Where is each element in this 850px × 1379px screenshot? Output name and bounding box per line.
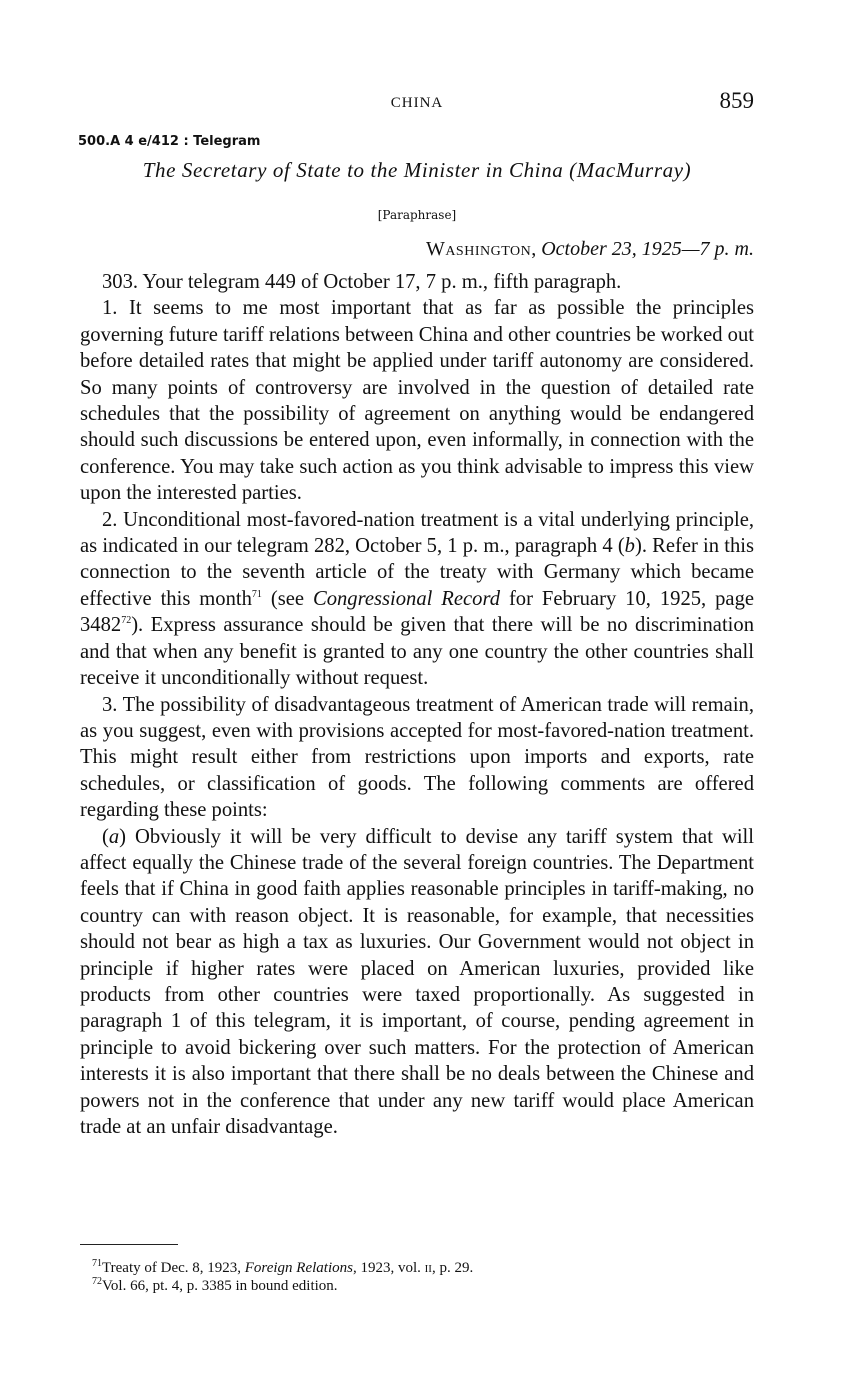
dateline: Washington, October 23, 1925—7 p. m. bbox=[425, 238, 754, 260]
paragraph-opening: 303. Your telegram 449 of October 17, 7 p. m., fifth paragraph. bbox=[102, 271, 622, 293]
footnote-divider bbox=[80, 1244, 178, 1245]
footnote-ref-71: 71 bbox=[251, 589, 262, 601]
dateline-date: October 23, 1925—7 p. m. bbox=[541, 238, 754, 260]
paraphrase-note: [Paraphrase] bbox=[377, 208, 457, 222]
footnote-ref-72: 72 bbox=[121, 615, 132, 627]
running-head bbox=[80, 88, 754, 118]
dateline-city: Washington bbox=[425, 238, 532, 260]
paragraph-2: 2. Unconditional most-favored-nation treatment is a vital underlying principle, as indicated in our telegram 282, October 5, 1 p. m., paragraph 4 (b). Refer in this connection to the seventh article of the treaty with Germany which became effective this month$^{71}$ (see Congressional Record for February 10, 1925, page 3482$^{72}$). Express assurance should be given that there will be no discrimination and that when any benefit is granted to any one country the other countries shall receive it unconditionally without request. bbox=[80, 508, 755, 690]
file-reference: 500.A 4 e/412 : Telegram bbox=[78, 134, 261, 149]
paragraph-3a: (a) Obviously it will be very difficult to devise any tariff system that will affect equally the Chinese trade of the several foreign countries. The Department feels that if China in good faith applies reasonable principles in tariff-making, no country can with reason object. It is reasonable, for example, that necessities should not bear as high a tax as luxuries. Our Government would not object in principle if higher rates were placed on American luxuries, provided like products from other countries were taxed proportionally. As suggested in paragraph 1 of this telegram, it is important, of course, pending agreement in principle to avoid bickering over such matters. For the protection of American interests it is also important that there shall be no deals between the Chinese and powers not in the conference that under any new tariff would place American trade at an unfair disadvantage. bbox=[80, 825, 754, 1138]
page-number: 859 bbox=[719, 88, 754, 113]
document-title: The Secretary of State to the Minister in China (MacMurray) bbox=[142, 158, 692, 182]
congressional-record-title: Congressional Record bbox=[312, 587, 500, 610]
footnotes bbox=[80, 1259, 754, 1295]
paragraph-1: 1. It seems to me most important that as far as possible the principles governing future tariff relations between China and other countries be worked out before detailed rates that might be applied under tariff autonomy are considered. So many points of controversy are involved in the question of detailed rate schedules that the possibility of agreement on anything would be endangered should such discussions be entered upon, even informally, in connection with the conference. You may take such action as you think advisable to impress this view upon the interested parties. bbox=[80, 297, 754, 505]
telegram-body bbox=[80, 269, 754, 1140]
footnote-71: $^{71}$Treaty of Dec. 8, 1923, Foreign Relations, 1923, vol. ii, p. 29. bbox=[92, 1258, 474, 1276]
footnote-72: $^{72}$Vol. 66, pt. 4, p. 3385 in bound edition. bbox=[92, 1276, 338, 1294]
running-title: CHINA bbox=[390, 95, 444, 111]
paragraph-3: 3. The possibility of disadvantageous treatment of American trade will remain, as you suggest, even with provisions accepted for most-favored-nation treatment. This might result either from restrictions upon imports and exports, rate schedules, or classification of goods. The following comments are offered regarding these points: bbox=[80, 693, 754, 822]
